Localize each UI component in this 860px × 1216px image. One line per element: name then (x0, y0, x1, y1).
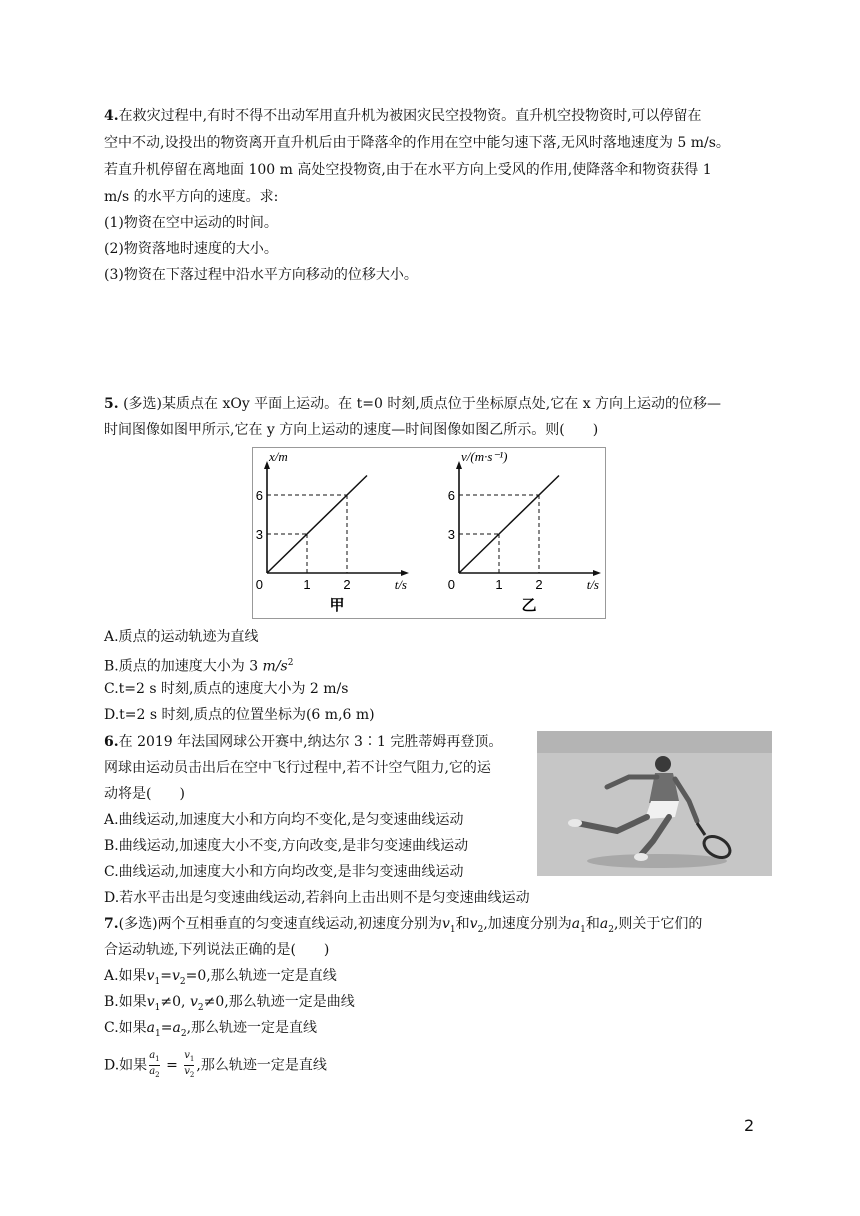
player-head (655, 756, 671, 772)
q7-option-c-eq: = (160, 1020, 173, 1036)
q7-number: 7. (104, 916, 119, 932)
q7-text-1b: ,加速度分别为 (483, 916, 572, 932)
q5-line-1 (104, 395, 721, 413)
chart1-xlabel: t/s (394, 577, 407, 592)
chart2-origin-label: 0 (447, 577, 455, 592)
q7-option-b-ne: ≠0, (160, 994, 190, 1010)
q7-option-c-a2-sub: 2 (180, 1028, 187, 1039)
q5-option-d: D.t=2 s 时刻,质点的位置坐标为(6 m,6 m) (104, 707, 375, 723)
chart2-series-line (459, 476, 559, 574)
chart1-ytick-1: 3 (255, 527, 263, 542)
frac-v-bottom (184, 1066, 194, 1081)
chart1-xtick-2: 2 (343, 577, 351, 592)
q7-text-1a: (多选)两个互相垂直的匀变速直线运动,初速度分别为 (118, 916, 442, 932)
frac-v-top-v: v (184, 1050, 190, 1061)
q6-option-b: B.曲线运动,加速度大小不变,方向改变,是非匀变速曲线运动 (104, 838, 469, 854)
player-shoe-left (568, 819, 582, 827)
q5-number: 5. (104, 396, 119, 412)
frac-a-bottom-sub: 2 (155, 1071, 160, 1079)
player-shadow (587, 854, 727, 868)
chart1-xtick-1: 1 (303, 577, 311, 592)
q4-line-3: 若直升机停留在离地面 100 m 高处空投物资,由于在水平方向上受风的作用,使降落伞和物资获得 1 (104, 162, 712, 178)
frac-v-bottom-sub: 2 (189, 1071, 195, 1079)
tennis-player-photo (537, 731, 772, 876)
q5-option-b (104, 654, 293, 676)
q7-option-d (104, 1050, 327, 1081)
q7-option-a-eq: = (160, 968, 172, 984)
q7-option-c-tail: ,那么轨迹一定是直线 (186, 1020, 318, 1036)
q4-line-1 (104, 107, 702, 125)
q7-option-b-text: B.如果 (104, 994, 147, 1010)
chart2-ylabel: v/(m·s⁻¹) (461, 449, 508, 464)
frac-a-top-a: a (149, 1050, 156, 1061)
chart1-ytick-2: 6 (255, 488, 263, 503)
q5-option-a: A.质点的运动轨迹为直线 (104, 629, 259, 645)
q5-text-1: (多选)某质点在 xOy 平面上运动。在 t=0 时刻,质点位于坐标原点处,它在 x 方向上运动的位移— (118, 396, 722, 412)
q7-v2: v (469, 916, 478, 932)
q7-option-a (104, 967, 337, 991)
q6-text-1: 在 2019 年法国网球公开赛中,纳达尔 3∶1 完胜蒂姆再登顶。 (118, 734, 503, 750)
q7-text-1c: ,则关于它们的 (613, 916, 703, 932)
q7-option-a-v1-sub: 1 (154, 976, 161, 987)
q7-line-1 (104, 915, 702, 939)
page-number: 2 (744, 1116, 755, 1135)
frac-v-top (184, 1050, 194, 1066)
q4-sub-3: (3)物资在下落过程中沿水平方向移动的位移大小。 (104, 267, 418, 283)
q7-option-a-v2: v (171, 968, 180, 984)
q6-line-3: 动将是( ) (104, 786, 185, 802)
chart1-ylabel: x/m (269, 449, 288, 464)
q7-option-d-eq: = (161, 1057, 183, 1074)
q5-option-b-text: B.质点的加速度大小为 3 (104, 658, 263, 675)
frac-a-bottom (149, 1066, 159, 1081)
q4-sub-1: (1)物资在空中运动的时间。 (104, 215, 278, 231)
frac-a-top-sub: 1 (155, 1055, 160, 1063)
q7-a2: a (599, 916, 609, 932)
q5-option-b-unit: m/s (262, 658, 288, 675)
tennis-player-illustration (537, 731, 772, 876)
chart1-caption: 甲 (329, 596, 345, 614)
player-shoe-right (634, 853, 648, 861)
q6-number: 6. (104, 734, 119, 750)
q7-option-c-text: C.如果 (104, 1020, 147, 1036)
q7-option-c-a2: a (172, 1020, 181, 1036)
chart2-x-axis-arrow (593, 570, 601, 576)
q7-and-2: 和 (585, 916, 600, 932)
q7-option-c (104, 1019, 317, 1043)
q7-option-a-v1: v (146, 968, 155, 984)
court-backwall (537, 731, 772, 753)
q7-option-b-v2: v (189, 994, 198, 1010)
chart2-xlabel: t/s (586, 577, 599, 592)
chart2-caption: 乙 (521, 596, 537, 614)
q7-option-b (104, 993, 355, 1017)
chart2-xtick-2: 2 (535, 577, 543, 592)
chart1-series-line (267, 476, 367, 574)
frac-v-top-sub: 1 (189, 1055, 195, 1063)
q4-text-1: 在救灾过程中,有时不得不出动军用直升机为被困灾民空投物资。直升机空投物资时,可以停留在 (118, 108, 702, 124)
q7-option-d-text: D.如果 (104, 1057, 148, 1074)
q4-sub-2: (2)物资落地时速度的大小。 (104, 241, 278, 257)
q7-option-a-v2-sub: 2 (179, 976, 186, 987)
q7-v1: v (442, 916, 450, 932)
q7-v1-sub: 1 (449, 924, 456, 935)
q7-option-b-v1: v (146, 994, 155, 1010)
q7-and-1: 和 (455, 916, 470, 932)
q7-option-b-v2-sub: 2 (197, 1002, 204, 1013)
q6-option-a: A.曲线运动,加速度大小和方向均不变化,是匀变速曲线运动 (104, 812, 464, 828)
q5-option-c: C.t=2 s 时刻,质点的速度大小为 2 m/s (104, 681, 349, 697)
q6-line-1 (104, 733, 502, 751)
q5-option-b-sup: 2 (287, 658, 294, 668)
q7-option-d-tail: ,那么轨迹一定是直线 (196, 1057, 327, 1074)
q4-line-2: 空中不动,设投出的物资离开直升机后由于降落伞的作用在空中能匀速下落,无风时落地速度为 5 m/s。 (104, 135, 730, 151)
q7-option-a-tail: =0,那么轨迹一定是直线 (185, 968, 337, 984)
q6-line-2: 网球由运动员击出后在空中飞行过程中,若不计空气阻力,它的运 (104, 760, 491, 776)
frac-a-bottom-a: a (149, 1066, 156, 1077)
q7-v2-sub: 2 (477, 924, 484, 935)
q7-a1-sub: 1 (580, 924, 586, 935)
chart1-x-axis-arrow (401, 570, 409, 576)
q7-line-2: 合运动轨迹,下列说法正确的是( ) (104, 942, 330, 958)
q7-option-a-text: A.如果 (104, 968, 147, 984)
q5-line-2: 时间图像如图甲所示,它在 y 方向上运动的速度—时间图像如图乙所示。则( ) (104, 422, 599, 438)
q7-a2-sub: 2 (608, 924, 614, 935)
q6-option-d: D.若水平击出是匀变速曲线运动,若斜向上击出则不是匀变速曲线运动 (104, 890, 530, 906)
q7-option-c-a1-sub: 1 (155, 1028, 161, 1039)
q7-a1: a (571, 916, 581, 932)
frac-v-bottom-v: v (184, 1066, 190, 1077)
q7-option-d-fraction-v (184, 1050, 194, 1081)
q4-number: 4. (104, 108, 119, 124)
q4-line-4: m/s 的水平方向的速度。求: (104, 189, 279, 205)
q7-option-b-v1-sub: 1 (154, 1002, 161, 1013)
chart2-ytick-1: 3 (447, 527, 455, 542)
q7-option-c-a1: a (146, 1020, 156, 1036)
chart2-ytick-2: 6 (447, 488, 455, 503)
q5-charts-svg (253, 448, 605, 618)
q7-option-d-fraction-a (149, 1050, 159, 1081)
q5-figure (252, 447, 606, 619)
chart1-origin-label: 0 (255, 577, 263, 592)
chart2-xtick-1: 1 (495, 577, 503, 592)
q6-option-c: C.曲线运动,加速度大小和方向均改变,是非匀变速曲线运动 (104, 864, 464, 880)
q7-option-b-tail: ≠0,那么轨迹一定是曲线 (203, 994, 355, 1010)
frac-a-top (149, 1050, 159, 1066)
